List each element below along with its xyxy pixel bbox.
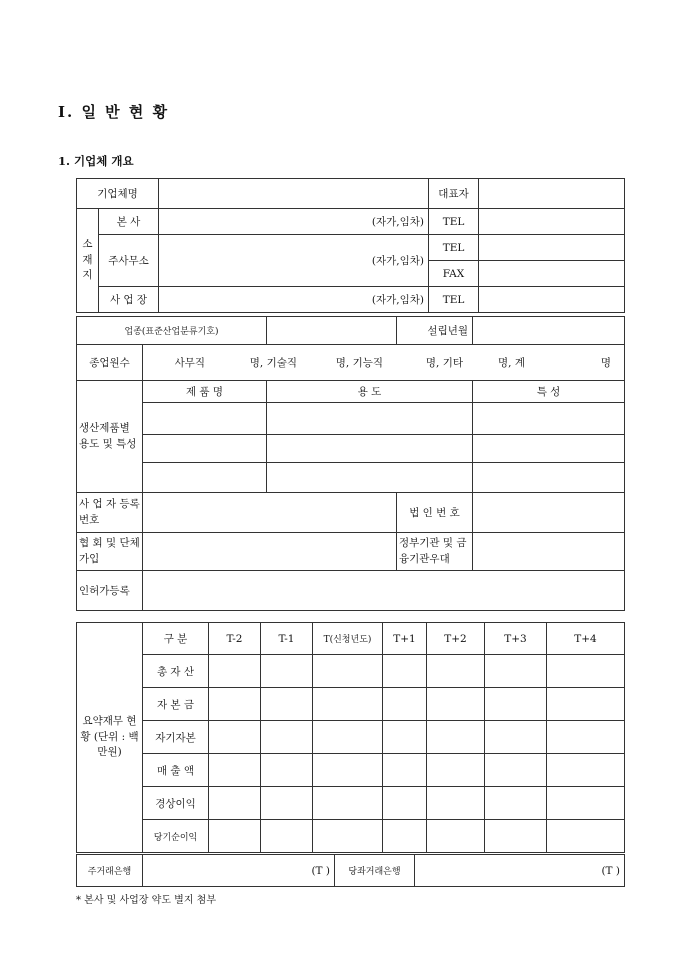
finance-cell[interactable] <box>383 820 427 853</box>
corp-no-field[interactable] <box>473 493 625 533</box>
location-label: 소재지 <box>77 209 99 313</box>
finance-cell[interactable] <box>547 754 625 787</box>
finance-cell[interactable] <box>313 754 383 787</box>
finance-header-t: T(신청년도) <box>313 623 383 655</box>
product-feature-cell[interactable] <box>473 435 625 463</box>
main-bank-field[interactable]: (T ) <box>143 855 335 887</box>
finance-cell[interactable] <box>313 787 383 820</box>
employees-breakdown[interactable]: 사무직 명, 기술직 명, 기능직 명, 기타 명, 계 명 <box>143 345 625 381</box>
finance-cell[interactable] <box>383 688 427 721</box>
product-use-cell[interactable] <box>267 435 473 463</box>
employees-label: 종업원수 <box>77 345 143 381</box>
finance-cell[interactable] <box>261 655 313 688</box>
main-office-tel-field[interactable] <box>479 235 625 261</box>
company-overview-table <box>76 178 625 313</box>
finance-label: 요약재무 현 황 (단위 : 백만원) <box>77 623 143 853</box>
business-info-table <box>76 316 625 611</box>
finance-row-net-income: 당기순이익 <box>143 820 209 853</box>
finance-cell[interactable] <box>485 721 547 754</box>
finance-cell[interactable] <box>383 655 427 688</box>
finance-header-t+4: T+4 <box>547 623 625 655</box>
finance-cell[interactable] <box>313 688 383 721</box>
finance-cell[interactable] <box>209 787 261 820</box>
assoc-field[interactable] <box>143 533 397 571</box>
license-label: 인허가등록 <box>77 571 143 611</box>
section-title: 1. 기업체 개요 <box>58 154 134 168</box>
finance-cell[interactable] <box>547 787 625 820</box>
product-feature-cell[interactable] <box>473 403 625 435</box>
ceo-label: 대표자 <box>429 179 479 209</box>
product-name-cell[interactable] <box>143 403 267 435</box>
main-office-fax-field[interactable] <box>479 261 625 287</box>
hq-tel-label: TEL <box>429 209 479 235</box>
site-label: 사 업 장 <box>99 287 159 313</box>
finance-row-equity: 자기자본 <box>143 721 209 754</box>
hq-tel-field[interactable] <box>479 209 625 235</box>
finance-cell[interactable] <box>427 820 485 853</box>
financial-summary-table <box>76 622 625 853</box>
finance-header-t-1: T-1 <box>261 623 313 655</box>
site-tel-label: TEL <box>429 287 479 313</box>
finance-cell[interactable] <box>427 655 485 688</box>
industry-field[interactable] <box>267 317 397 345</box>
product-use-cell[interactable] <box>267 463 473 493</box>
finance-cell[interactable] <box>427 754 485 787</box>
finance-cell[interactable] <box>209 721 261 754</box>
company-name-field[interactable] <box>159 179 429 209</box>
finance-header-t-2: T-2 <box>209 623 261 655</box>
finance-row-capital: 자 본 금 <box>143 688 209 721</box>
finance-cell[interactable] <box>313 655 383 688</box>
finance-header-t+2: T+2 <box>427 623 485 655</box>
finance-cell[interactable] <box>427 688 485 721</box>
main-office-label: 주사무소 <box>99 235 159 287</box>
product-name-cell[interactable] <box>143 435 267 463</box>
finance-header-t+1: T+1 <box>383 623 427 655</box>
finance-cell[interactable] <box>547 655 625 688</box>
main-office-ownership[interactable]: (자가,임차) <box>159 235 429 287</box>
finance-cell[interactable] <box>261 721 313 754</box>
hq-ownership[interactable]: (자가,임차) <box>159 209 429 235</box>
finance-cell[interactable] <box>485 655 547 688</box>
finance-cell[interactable] <box>383 754 427 787</box>
finance-cell[interactable] <box>485 754 547 787</box>
license-field[interactable] <box>143 571 625 611</box>
finance-cell[interactable] <box>485 820 547 853</box>
main-bank-label: 주거래은행 <box>77 855 143 887</box>
finance-cell[interactable] <box>261 820 313 853</box>
industry-label: 업종(표준산업분류기호) <box>77 317 267 345</box>
finance-row-sales: 매 출 액 <box>143 754 209 787</box>
finance-cell[interactable] <box>427 787 485 820</box>
finance-cell[interactable] <box>261 754 313 787</box>
biz-reg-field[interactable] <box>143 493 397 533</box>
company-name-label: 기업체명 <box>77 179 159 209</box>
finance-cell[interactable] <box>313 820 383 853</box>
our-bank-field[interactable]: (T ) <box>415 855 625 887</box>
hq-label: 본 사 <box>99 209 159 235</box>
product-use-cell[interactable] <box>267 403 473 435</box>
biz-reg-label: 사 업 자 등록번호 <box>77 493 143 533</box>
gov-label: 정부기관 및 금융기관우대 <box>397 533 473 571</box>
page-title: Ⅰ. 일 반 현 황 <box>58 103 170 121</box>
bank-table <box>76 854 625 887</box>
assoc-label: 협 회 및 단체가입 <box>77 533 143 571</box>
finance-cell[interactable] <box>427 721 485 754</box>
finance-cell[interactable] <box>547 688 625 721</box>
finance-header-category: 구 분 <box>143 623 209 655</box>
corp-no-label: 법 인 번 호 <box>397 493 473 533</box>
site-ownership[interactable]: (자가,임차) <box>159 287 429 313</box>
gov-field[interactable] <box>473 533 625 571</box>
finance-cell[interactable] <box>547 820 625 853</box>
finance-cell[interactable] <box>383 721 427 754</box>
finance-cell[interactable] <box>313 721 383 754</box>
main-office-fax-label: FAX <box>429 261 479 287</box>
product-feature-cell[interactable] <box>473 463 625 493</box>
ceo-field[interactable] <box>479 179 625 209</box>
finance-cell[interactable] <box>209 754 261 787</box>
finance-cell[interactable] <box>485 787 547 820</box>
main-office-tel-label: TEL <box>429 235 479 261</box>
products-label: 생산제품별 용도 및 특성 <box>77 381 143 493</box>
product-feature-header: 특 성 <box>473 381 625 403</box>
footnote: * 본사 및 사업장 약도 별지 첨부 <box>76 895 216 906</box>
finance-cell[interactable] <box>485 688 547 721</box>
finance-cell[interactable] <box>261 688 313 721</box>
product-use-header: 용 도 <box>267 381 473 403</box>
founded-field[interactable] <box>473 317 625 345</box>
finance-cell[interactable] <box>209 655 261 688</box>
finance-header-t+3: T+3 <box>485 623 547 655</box>
finance-row-total-assets: 총 자 산 <box>143 655 209 688</box>
finance-cell[interactable] <box>547 721 625 754</box>
finance-cell[interactable] <box>383 787 427 820</box>
finance-cell[interactable] <box>209 688 261 721</box>
our-bank-label: 당좌거래은행 <box>335 855 415 887</box>
product-name-header: 제 품 명 <box>143 381 267 403</box>
site-tel-field[interactable] <box>479 287 625 313</box>
finance-cell[interactable] <box>261 787 313 820</box>
finance-cell[interactable] <box>209 820 261 853</box>
founded-label: 설립년월 <box>397 317 473 345</box>
product-name-cell[interactable] <box>143 463 267 493</box>
finance-row-ordinary-income: 경상이익 <box>143 787 209 820</box>
